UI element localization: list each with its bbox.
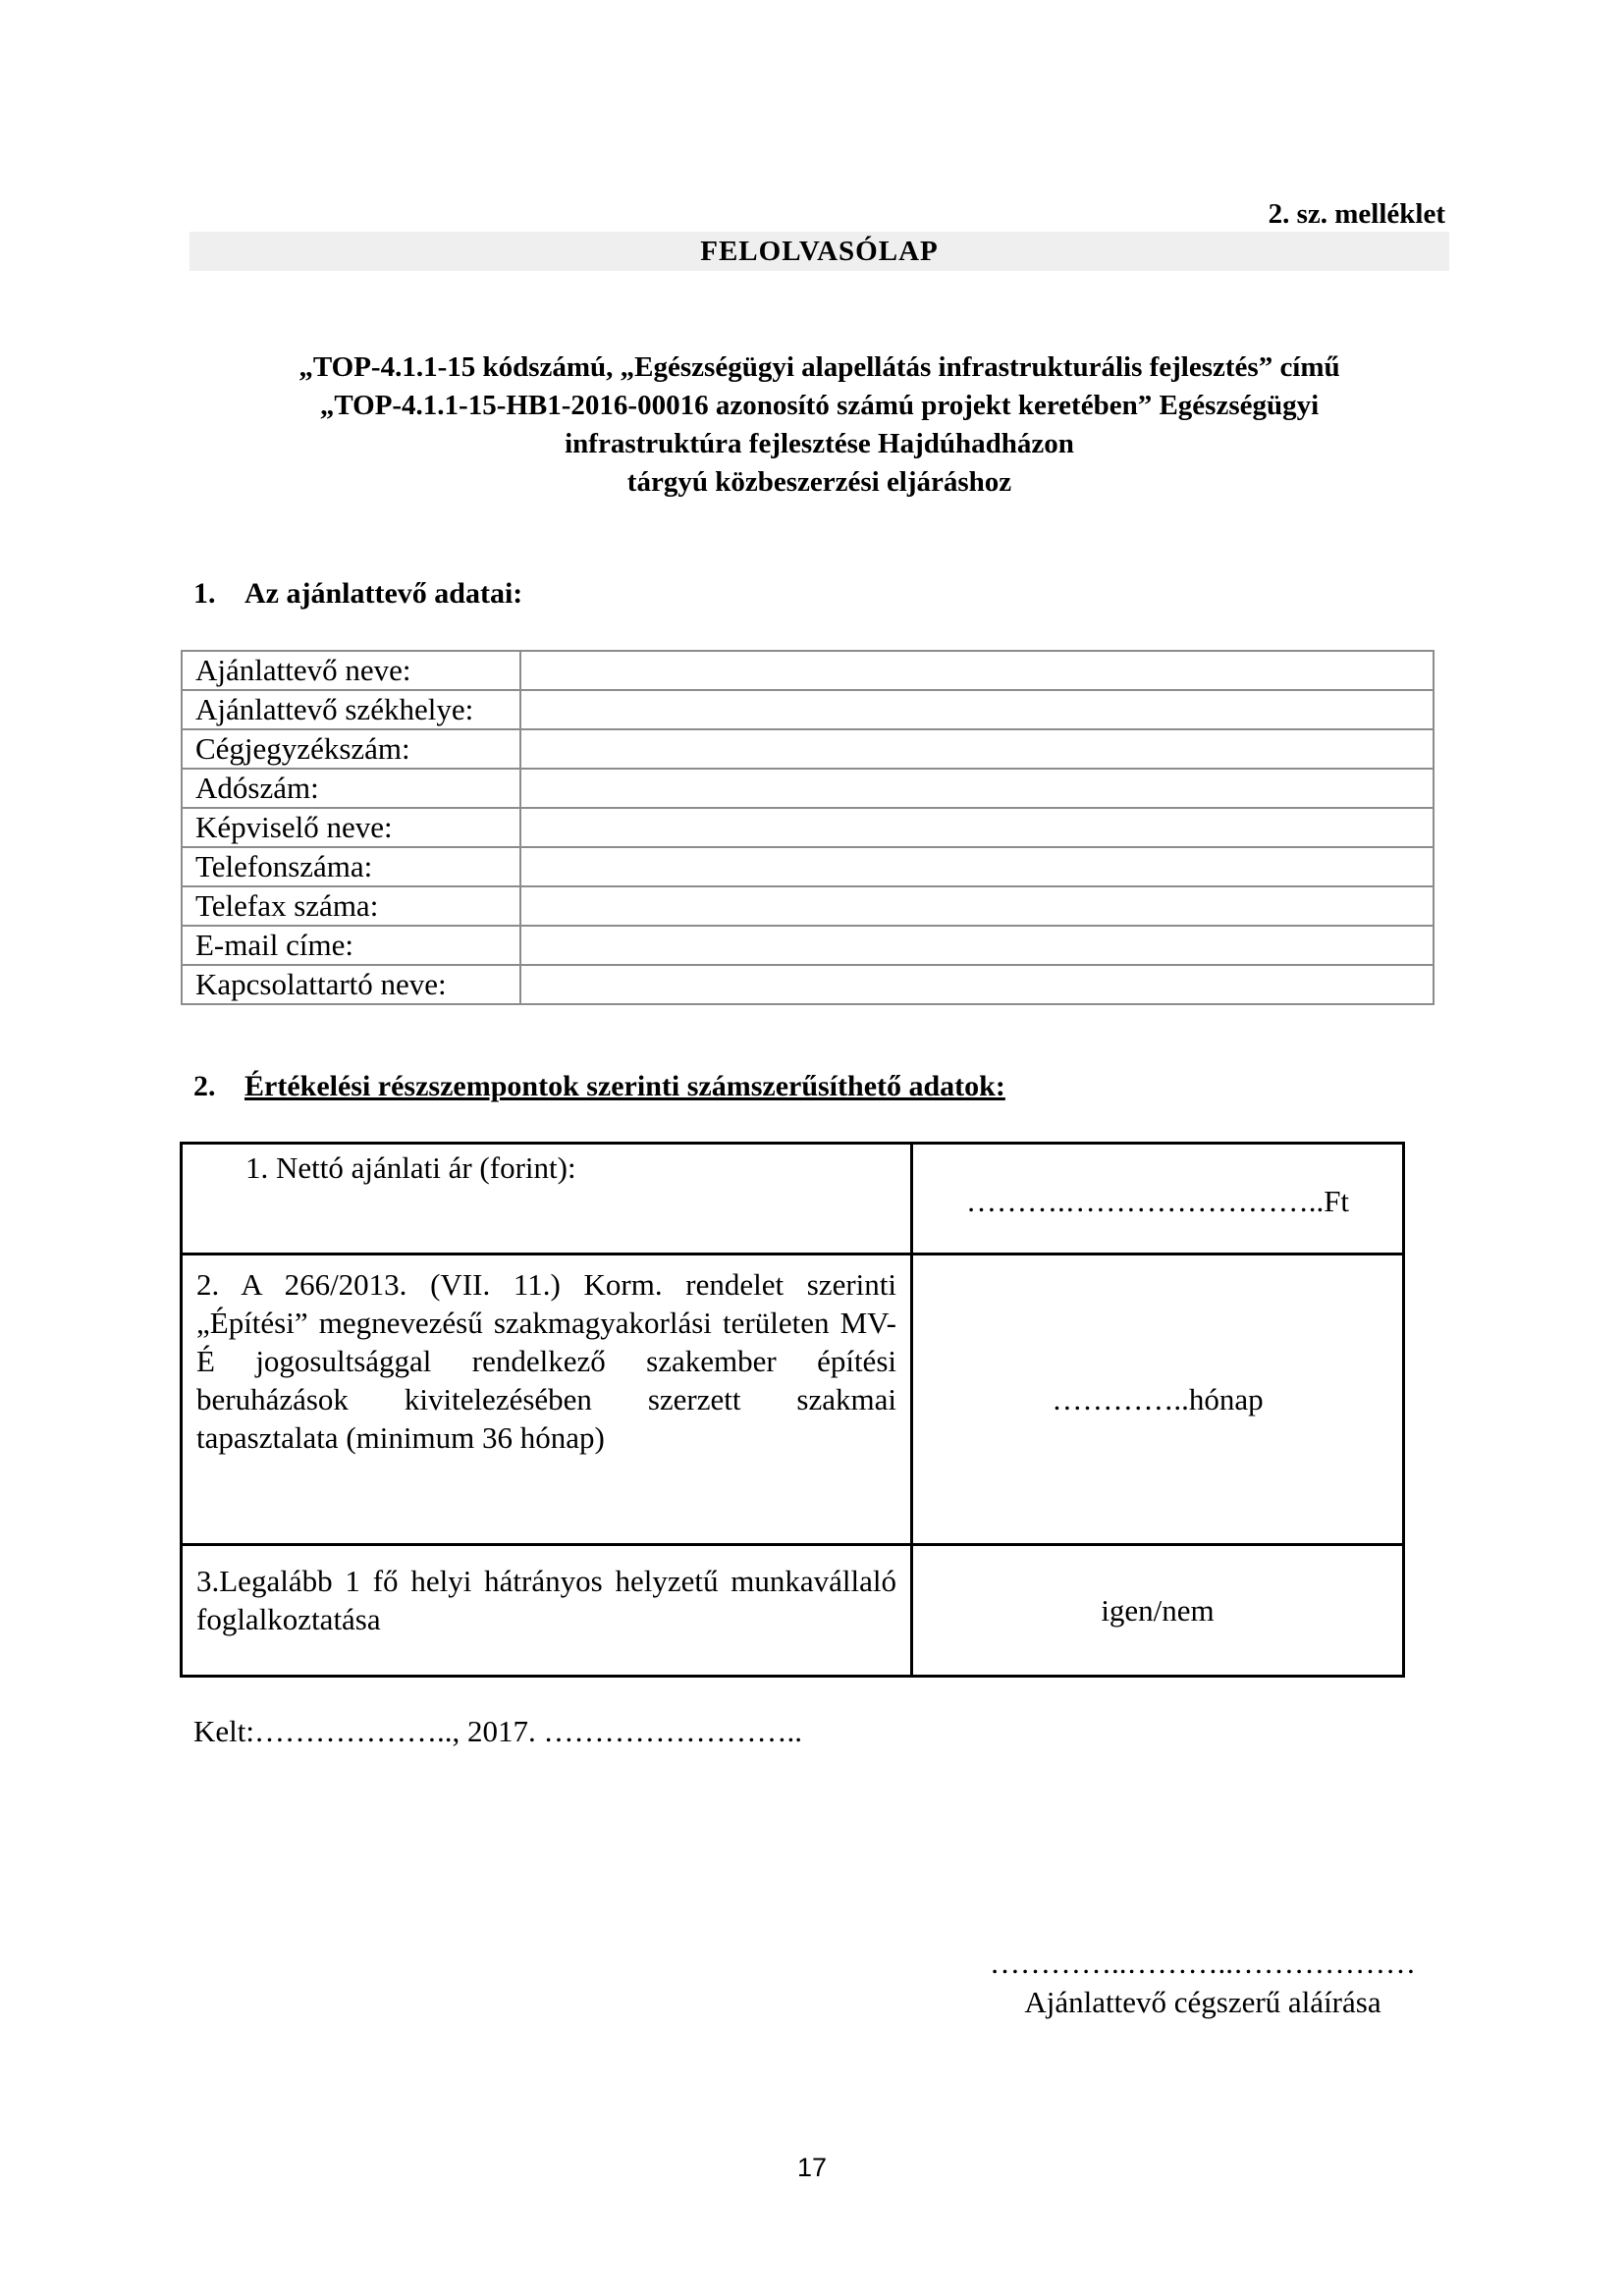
section-number: 1. xyxy=(193,577,216,610)
table-row xyxy=(182,847,1434,886)
subject-line: infrastruktúra fejlesztése Hajdúhadházon xyxy=(565,428,1074,459)
table-row xyxy=(182,1545,1404,1677)
row-label: Cégjegyzékszám: xyxy=(182,729,520,769)
date-place-line: Kelt:……………….., 2017. …………………….. xyxy=(193,1714,802,1748)
page-title: FELOLVASÓLAP xyxy=(700,236,939,267)
row-value-field[interactable] xyxy=(520,886,1434,926)
section-title: Értékelési részszempontok szerinti számszerűsíthető adatok: xyxy=(244,1070,1005,1102)
criterion-cell: 1. Nettó ajánlati ár (forint): xyxy=(182,1144,912,1255)
row-value-field[interactable] xyxy=(520,965,1434,1004)
row-label: Ajánlattevő neve: xyxy=(182,651,520,690)
answer-field[interactable]: ……….……………………..Ft xyxy=(912,1144,1404,1255)
row-value-field[interactable] xyxy=(520,651,1434,690)
section-title: Az ajánlattevő adatai: xyxy=(244,577,523,610)
criterion-cell: 3.Legalább 1 fő helyi hátrányos helyzetű munkavállaló foglalkoztatása xyxy=(182,1545,912,1677)
table-row xyxy=(182,651,1434,690)
signature-line: …………..………..……………… xyxy=(990,1946,1416,1980)
table-row xyxy=(182,926,1434,965)
subject-line: tárgyú közbeszerzési eljáráshoz xyxy=(626,466,1012,498)
subject-line: „TOP-4.1.1-15-HB1-2016-00016 azonosító számú projekt keretében” Egészségügyi xyxy=(319,390,1320,421)
row-label: Telefonszáma: xyxy=(182,847,520,886)
table-row xyxy=(182,1144,1404,1255)
row-value-field[interactable] xyxy=(520,847,1434,886)
evaluation-table xyxy=(180,1142,1405,1678)
table-row xyxy=(182,690,1434,729)
row-value-field[interactable] xyxy=(520,690,1434,729)
criterion-cell: 2. A 266/2013. (VII. 11.) Korm. rendelet szerinti „Építési” megnevezésű szakmagyakorlási területen MV-É jogosultsággal rendelkező szakember építési beruházások kivitelezésében szerzett szakmai tapasztalata (minimum 36 hónap) xyxy=(182,1255,912,1545)
row-value-field[interactable] xyxy=(520,729,1434,769)
page-number: 17 xyxy=(796,2153,828,2182)
section-number: 2. xyxy=(193,1070,216,1102)
section-1-heading xyxy=(193,574,522,614)
table-row xyxy=(182,886,1434,926)
table-row xyxy=(182,965,1434,1004)
signature-label: Ajánlattevő cégszerű aláírása xyxy=(1024,1985,1381,2019)
row-label: Telefax száma: xyxy=(182,886,520,926)
row-label: Kapcsolattartó neve: xyxy=(182,965,520,1004)
table-row xyxy=(182,769,1434,808)
row-value-field[interactable] xyxy=(520,926,1434,965)
table-row xyxy=(182,1255,1404,1545)
annex-label: 2. sz. melléklet xyxy=(1268,198,1445,230)
table-row xyxy=(182,729,1434,769)
row-label: Képviselő neve: xyxy=(182,808,520,847)
section-2-heading xyxy=(193,1067,1005,1106)
row-label: Adószám: xyxy=(182,769,520,808)
subject-block xyxy=(189,348,1449,502)
row-label: E-mail címe: xyxy=(182,926,520,965)
subject-line: „TOP-4.1.1-15 kódszámú, „Egészségügyi alapellátás infrastrukturális fejlesztés” című xyxy=(298,351,1340,383)
answer-field[interactable]: …………..hónap xyxy=(912,1255,1404,1545)
table-row xyxy=(182,808,1434,847)
bidder-data-table xyxy=(181,650,1435,1005)
row-value-field[interactable] xyxy=(520,769,1434,808)
answer-field[interactable]: igen/nem xyxy=(912,1545,1404,1677)
row-label: Ajánlattevő székhelye: xyxy=(182,690,520,729)
row-value-field[interactable] xyxy=(520,808,1434,847)
